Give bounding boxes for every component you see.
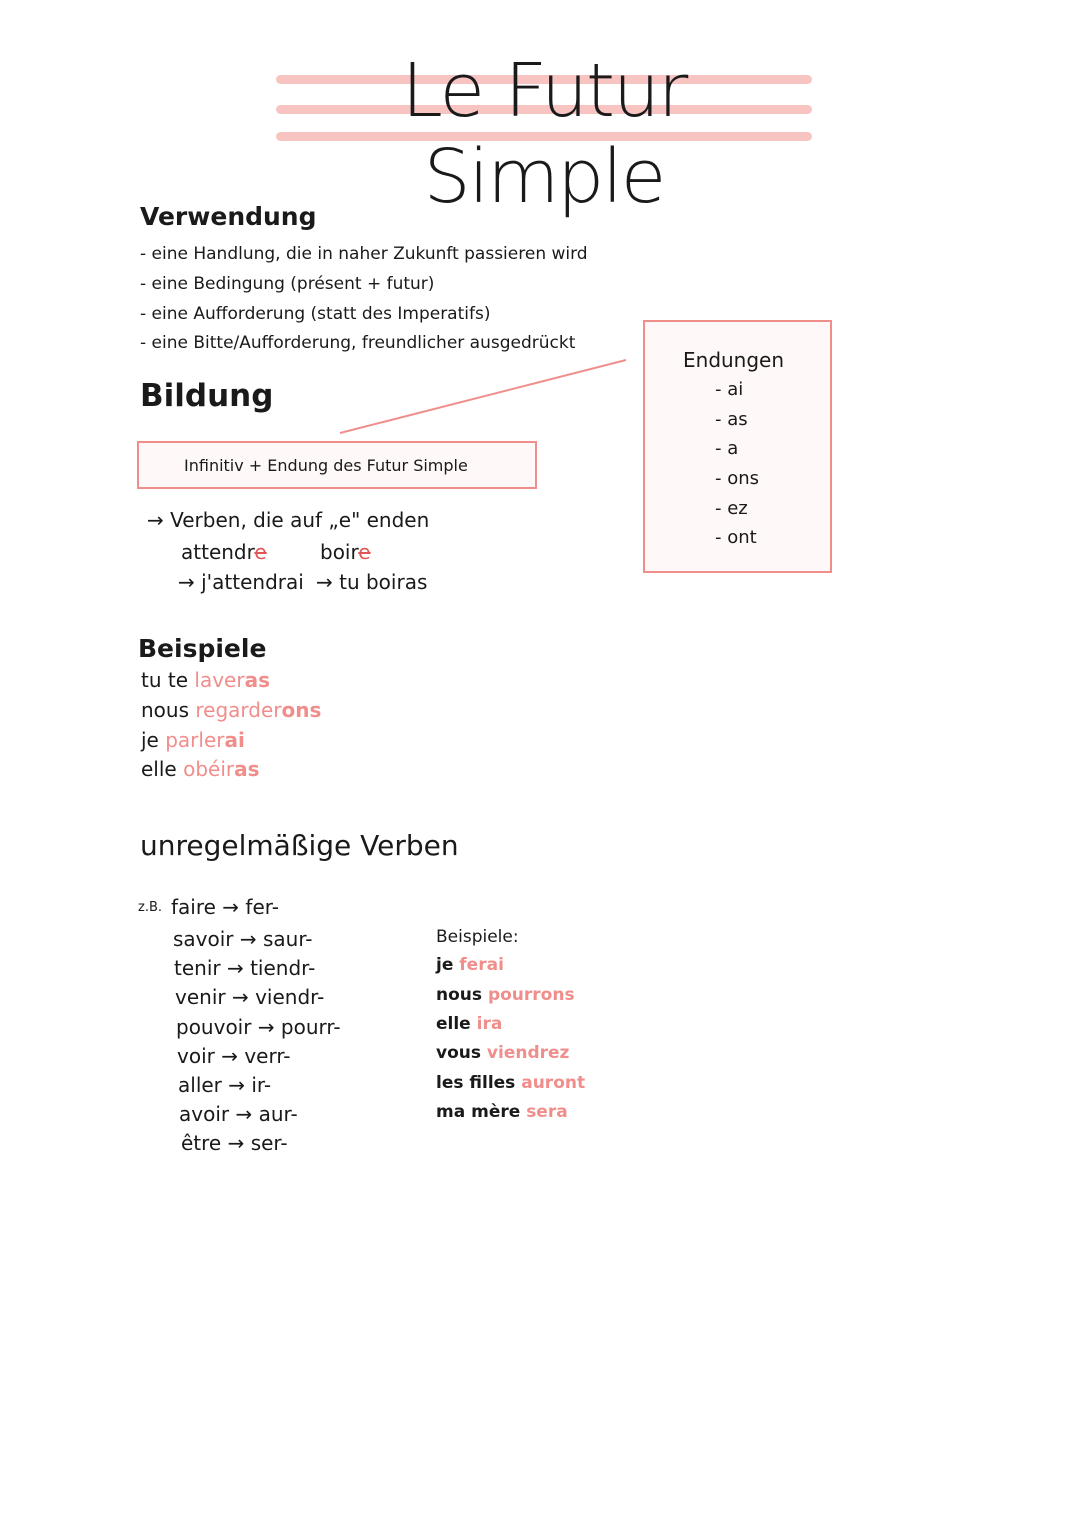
ending-item: - ez (715, 498, 748, 519)
example-ending: as (244, 668, 270, 692)
irregular-example-row (436, 955, 504, 975)
infinitive-stem: boir (320, 540, 359, 564)
example-verb (194, 668, 270, 692)
usage-item: - eine Bedingung (présent + futur) (140, 274, 435, 294)
example-row (141, 698, 321, 722)
usage-item: - eine Bitte/Aufforderung, freundlicher ausgedrückt (140, 333, 576, 353)
endings-box (643, 320, 832, 573)
irregular-example-verb: ferai (459, 955, 504, 975)
ending-item: - ont (715, 527, 757, 548)
example-ending: ons (281, 698, 322, 722)
usage-heading: Verwendung (140, 202, 317, 231)
example-row (141, 757, 260, 781)
formula-box (137, 441, 537, 489)
example-stem: obéir (183, 757, 235, 781)
irregular-example-row (436, 1014, 502, 1034)
irregular-example-subject: elle (436, 1014, 471, 1034)
connector-stroke (340, 360, 626, 433)
irregular-verb: voir → verr- (177, 1044, 291, 1068)
irregular-example-verb: viendrez (486, 1043, 570, 1063)
usage-item: - eine Handlung, die in naher Zukunft passieren wird (140, 244, 588, 264)
struck-letter: e (358, 540, 371, 564)
ending-item: - ons (715, 468, 760, 489)
irregular-verb: aller → ir- (178, 1073, 272, 1097)
example-subject: elle (141, 757, 177, 781)
example-verb (183, 757, 259, 781)
example-infinitive-2 (320, 540, 371, 564)
irregular-heading: unregelmäßige Verben (140, 829, 459, 862)
irregular-example-subject: je (436, 955, 454, 975)
infinitive-stem: attendr (181, 540, 255, 564)
ending-item: - ai (715, 379, 744, 400)
formula-text: Infinitiv + Endung des Futur Simple (184, 456, 468, 475)
irregular-example-subject: nous (436, 985, 483, 1005)
irregular-verb: savoir → saur- (173, 927, 313, 951)
example-row (141, 668, 270, 692)
example-verb (195, 698, 321, 722)
irregular-example-verb: ira (476, 1014, 503, 1034)
irregular-example-verb: sera (526, 1102, 568, 1122)
struck-letter: e (254, 540, 267, 564)
irregular-verb: tenir → tiendr- (174, 956, 316, 980)
irregular-example-subject: les filles (436, 1073, 516, 1093)
examples-heading: Beispiele (138, 634, 267, 663)
example-verb (165, 728, 245, 752)
example-row (141, 728, 245, 752)
example-subject: nous (141, 698, 190, 722)
irregular-verb: pouvoir → pourr- (176, 1015, 341, 1039)
page-title: Le Futur Simple (401, 48, 687, 220)
irregular-examples-heading: Beispiele: (436, 927, 519, 947)
irregular-verb: venir → viendr- (175, 985, 325, 1009)
irregular-example-row (436, 1073, 585, 1093)
example-result-1: → j'attendrai (178, 570, 304, 594)
example-ending: as (234, 757, 260, 781)
example-stem: laver (194, 668, 245, 692)
formation-heading: Bildung (140, 378, 274, 414)
irregular-example-verb: pourrons (487, 985, 575, 1005)
example-subject: je (141, 728, 159, 752)
irregular-verb: avoir → aur- (179, 1102, 298, 1126)
irregular-example-subject: vous (436, 1043, 481, 1063)
ending-item: - as (715, 409, 748, 430)
example-stem: regarder (195, 698, 282, 722)
irregular-example-row (436, 1102, 568, 1122)
example-result-2: → tu boiras (316, 570, 428, 594)
example-ending: ai (224, 728, 245, 752)
irregular-example-subject: ma mère (436, 1102, 521, 1122)
ending-item: - a (715, 438, 739, 459)
irregular-prefix: z.B. (138, 900, 163, 915)
irregular-example-row (436, 985, 575, 1005)
example-infinitive-1 (181, 540, 267, 564)
rule-text: → Verben, die auf „e" enden (147, 508, 430, 532)
example-subject: tu te (141, 668, 189, 692)
irregular-example-verb: auront (521, 1073, 586, 1093)
irregular-verb: être → ser- (181, 1131, 288, 1155)
irregular-verb: faire → fer- (171, 895, 279, 919)
example-stem: parler (165, 728, 225, 752)
usage-item: - eine Aufforderung (statt des Imperatifs) (140, 304, 491, 324)
endings-heading: Endungen (683, 348, 785, 372)
irregular-example-row (436, 1043, 569, 1063)
